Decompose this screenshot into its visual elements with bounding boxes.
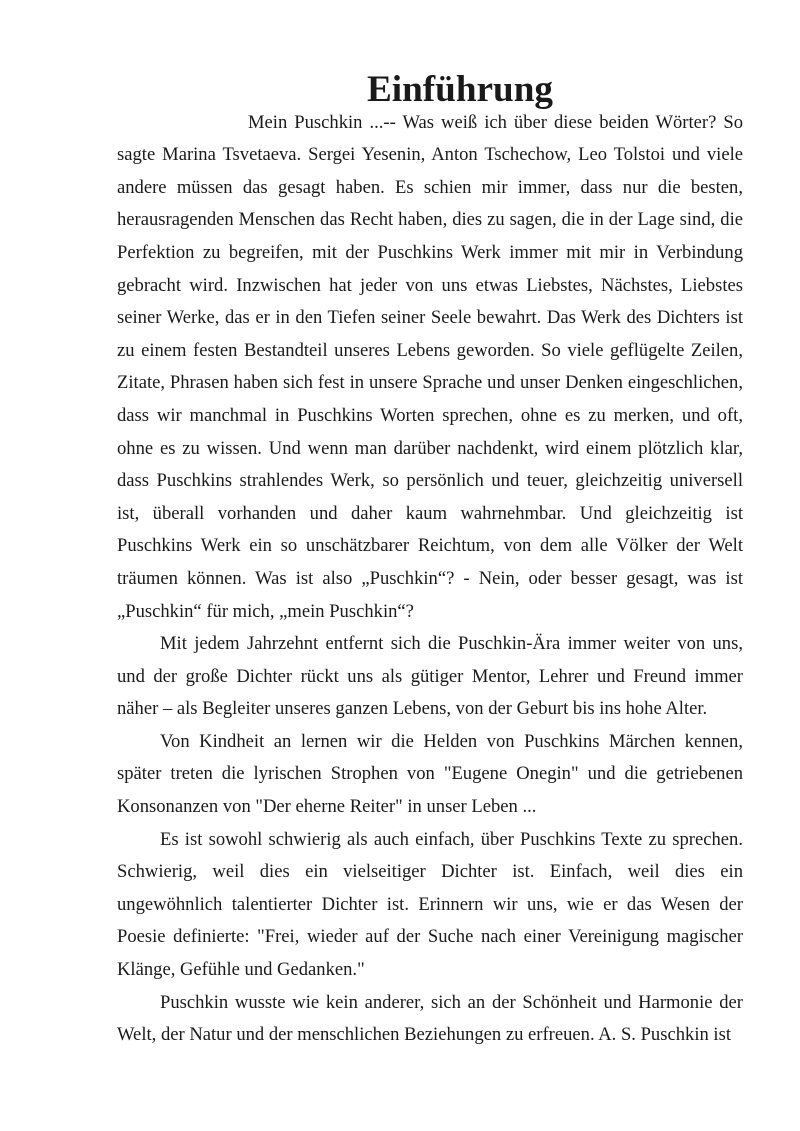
paragraph-harmony: Puschkin wusste wie kein anderer, sich an der Schönheit und Harmonie der Welt, der Natur und der menschlichen Beziehungen zu erfreuen. A. S. Puschkin ist bbox=[117, 991, 743, 1046]
document-title: Einführung bbox=[366, 69, 554, 110]
document-page bbox=[117, 69, 743, 1052]
paragraph-difficult-simple: Es ist sowohl schwierig als auch einfach, über Puschkins Texte zu sprechen. Schwierig, weil dies ein vielseitiger Dichter ist. Einfach, weil dies ein ungewöhnlich talentierter Dichter ist. Erinnern wir uns, wie er das Wesen der Poesie definierte: "Frei, wieder auf der Suche nach einer Vereinigung magischer Klänge, Gefühle und Gedanken." bbox=[117, 828, 743, 981]
paragraph-childhood: Von Kindheit an lernen wir die Helden von Puschkins Märchen kennen, später treten die lyrischen Strophen von "Eugene Onegin" und die getriebenen Konsonanzen von "Der eherne Reiter" in unser Leben ... bbox=[117, 730, 743, 818]
paragraph-puschkin-era: Mit jedem Jahrzehnt entfernt sich die Puschkin-Ära immer weiter von uns, und der große Dichter rückt uns als gütiger Mentor, Lehrer und Freund immer näher – als Begleiter unseres ganzen Lebens, von der Geburt bis ins hohe Alter. bbox=[117, 633, 743, 720]
paragraph-intro: Mein Puschkin ...-- Was weiß ich über diese beiden Wörter? So sagte Marina Tsvetaeva. Sergei Yesenin, Anton Tschechow, Leo Tolstoi und viele andere müssen das gesagt haben. Es schien mir immer, dass nur die besten, herausragenden Menschen das Recht haben, dies zu sagen, die in der Lage sind, die Perfektion zu begreifen, mit der Puschkins Werk immer mit mir in Verbindung gebracht wird. Inzwischen hat jeder von uns etwas Liebstes, Nächstes, Liebstes seiner Werke, das er in den Tiefen seiner Seele bewahrt. Das Werk des Dichters ist zu einem festen Bestandteil unseres Lebens geworden. So viele geflügelte Zeilen, Zitate, Phrasen haben sich fest in unsere Sprache und unser Denken eingeschlichen, dass wir manchmal in Puschkins Worten sprechen, ohne es zu merken, und oft, ohne es zu wissen. Und wenn man darüber nachdenkt, wird einem plötzlich klar, dass Puschkins strahlendes Werk, so persönlich und teuer, gleichzeitig universell ist, überall vorhanden und daher kaum wahrnehmbar. Und gleichzeitig ist Puschkins Werk ein so unschätzbarer Reichtum, von dem alle Völker der Welt träumen können. Was ist also „Puschkin“? - Nein, oder besser gesagt, was ist „Puschkin“ für mich, „mein Puschkin“? bbox=[117, 111, 743, 622]
